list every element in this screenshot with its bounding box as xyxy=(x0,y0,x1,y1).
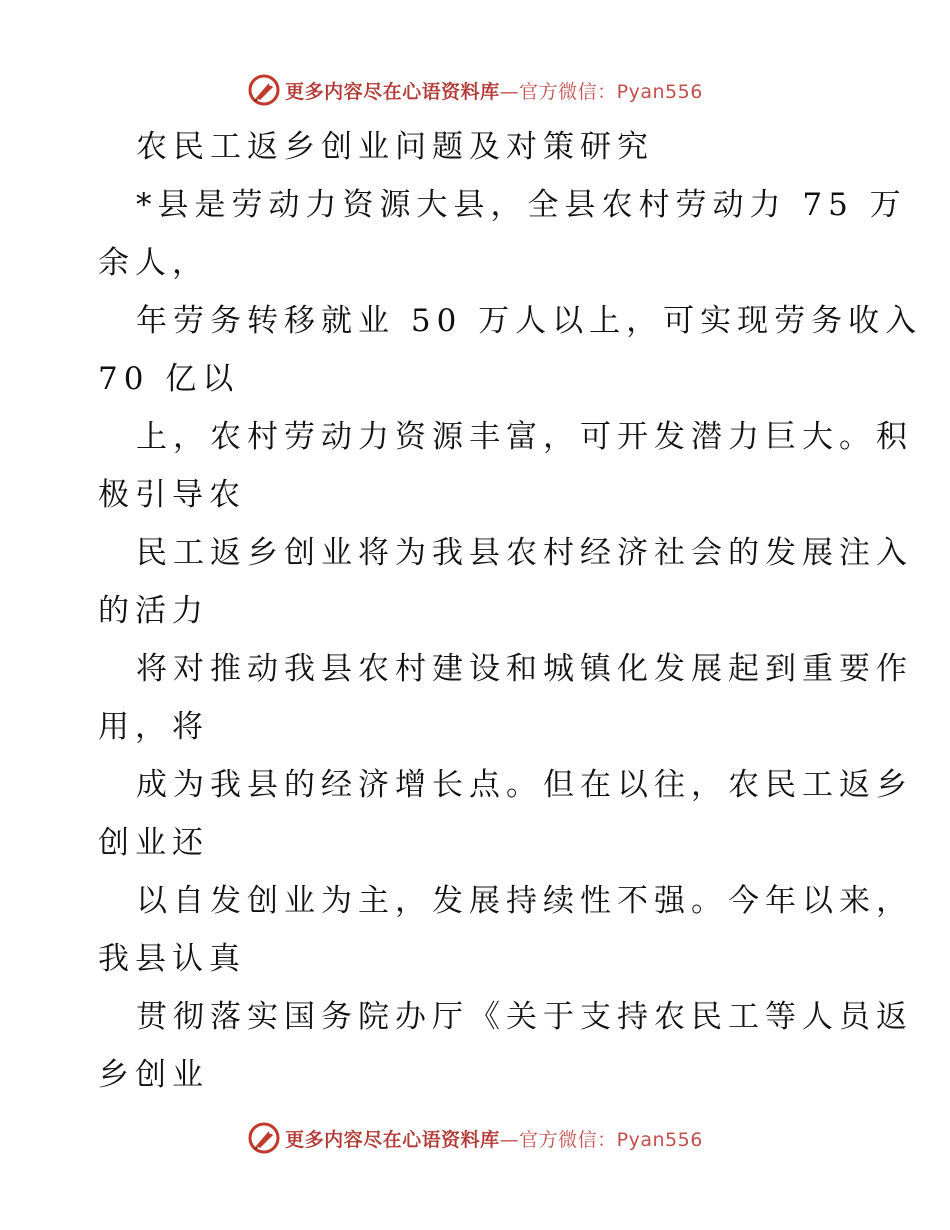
document-line: 70 亿以 xyxy=(98,361,240,397)
document-line: 贯彻落实国务院办厅《关于支持农民工等人员返 xyxy=(136,999,913,1035)
header-banner-contact: 官方微信：Pyan556 xyxy=(519,80,703,103)
footer-banner-contact: 官方微信：Pyan556 xyxy=(519,1128,703,1151)
footer-banner-inner xyxy=(247,1121,703,1155)
header-banner-title: 更多内容尽在心语资料库 xyxy=(285,80,500,103)
document-line: 以自发创业为主，发展持续性不强。今年以来， xyxy=(136,883,913,919)
document-line: 极引导农 xyxy=(98,477,246,513)
footer-banner-title: 更多内容尽在心语资料库 xyxy=(285,1128,500,1151)
document-line: 我县认真 xyxy=(98,941,246,977)
document-line: *县是劳动力资源大县，全县农村劳动力 75 万 xyxy=(136,187,907,223)
document-line: 创业还 xyxy=(98,825,209,861)
document-line: 民工返乡创业将为我县农村经济社会的发展注入 xyxy=(136,535,913,571)
footer-banner-text xyxy=(285,1125,703,1152)
pen-logo-icon xyxy=(247,1121,281,1155)
document-line: 的活力 xyxy=(98,593,209,629)
document-line: 上，农村劳动力资源丰富，可开发潜力巨大。积 xyxy=(136,419,913,455)
document-line: 乡创业 xyxy=(98,1057,209,1093)
document-line: 将对推动我县农村建设和城镇化发展起到重要作 xyxy=(136,651,913,687)
document-line: 年劳务转移就业 50 万人以上，可实现劳务收入 xyxy=(136,303,923,339)
document-line: 余人， xyxy=(98,245,209,281)
footer-banner xyxy=(0,1118,950,1158)
document-line: 用，将 xyxy=(98,709,209,745)
document-title: 农民工返乡创业问题及对策研究 xyxy=(136,129,654,165)
document-line: 成为我县的经济增长点。但在以往，农民工返乡 xyxy=(136,767,913,803)
footer-banner-dash: — xyxy=(499,1128,520,1151)
header-banner-dash: — xyxy=(499,80,520,103)
